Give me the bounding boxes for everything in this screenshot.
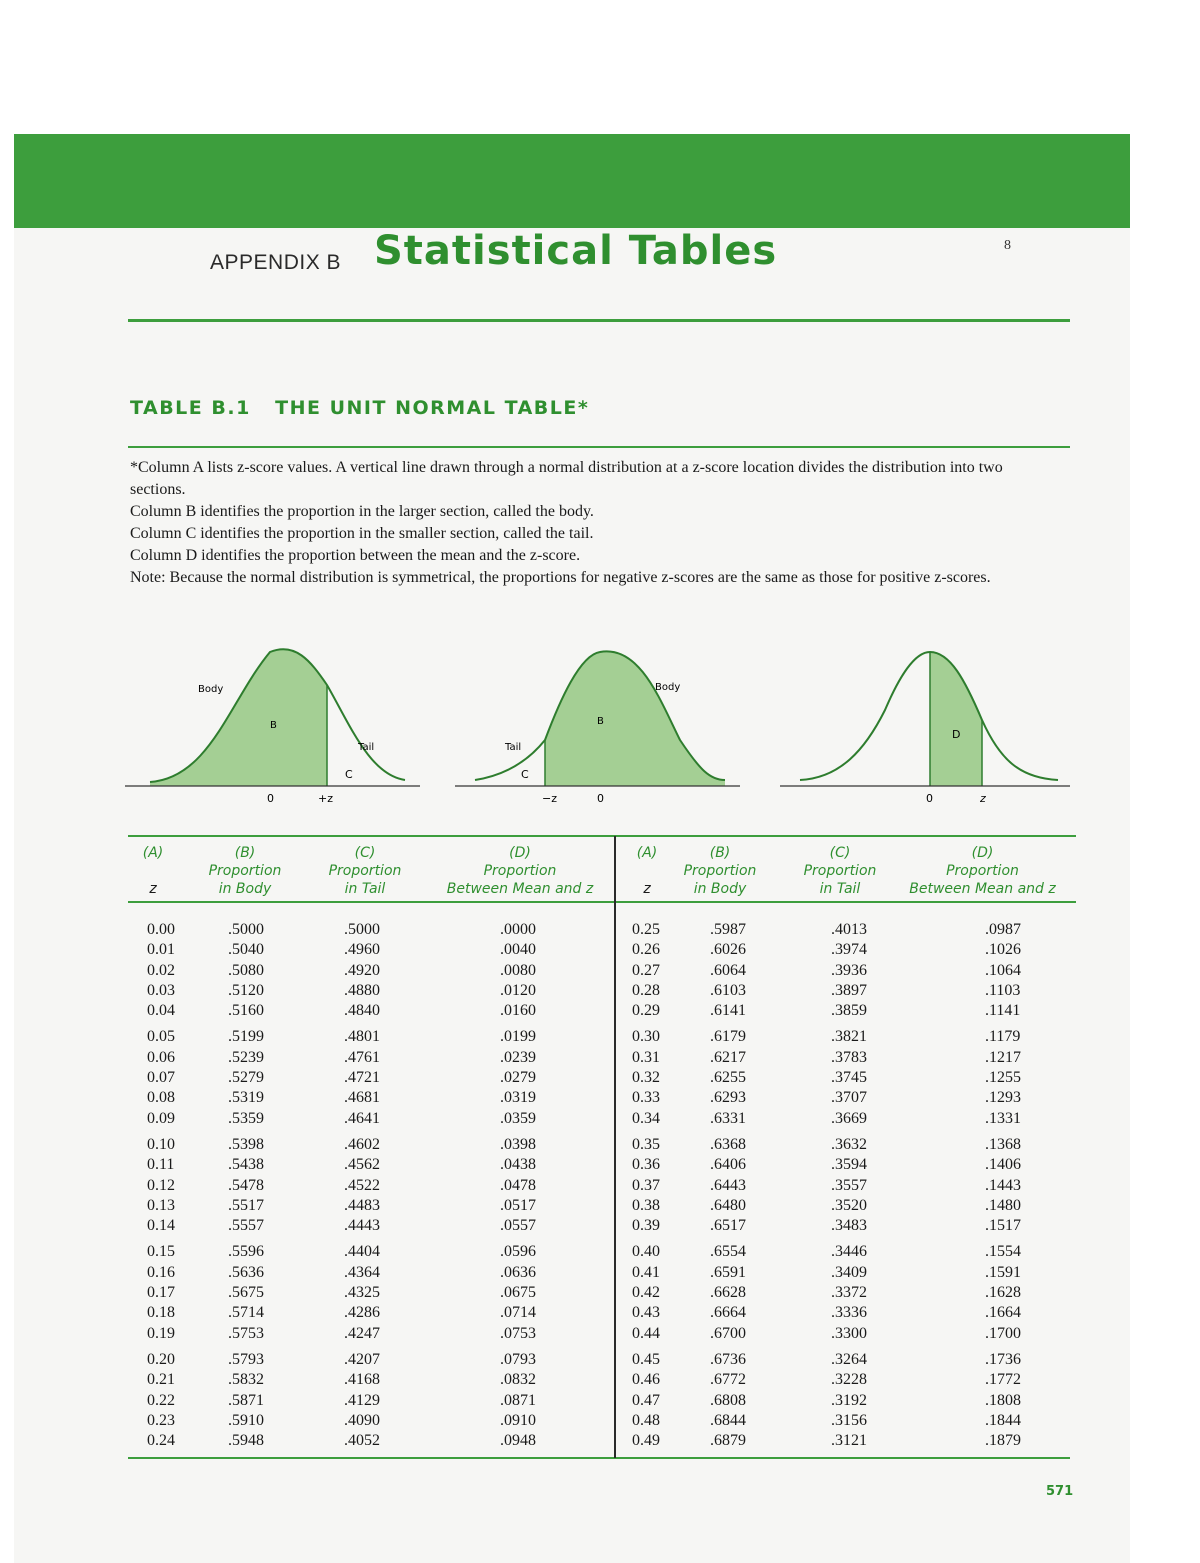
- cell-mean-to-z: .0557: [500, 1217, 536, 1235]
- cell-z-score: 0.00: [147, 921, 175, 938]
- cell-mean-to-z: .0398: [500, 1135, 536, 1153]
- cell-tail: .4483: [344, 1196, 380, 1214]
- cell-body: .5279: [228, 1069, 264, 1087]
- header-d-line2-right: Between Mean and z: [909, 881, 1056, 897]
- cell-mean-to-z: .1808: [985, 1391, 1021, 1409]
- header-a-letter: (A): [142, 845, 164, 861]
- left-z-column: [147, 920, 175, 1451]
- cell-z-score: 0.38: [632, 1196, 660, 1214]
- cell-mean-to-z: .0279: [500, 1069, 536, 1087]
- cell-tail: .3783: [831, 1048, 867, 1066]
- cell-mean-to-z: .0478: [500, 1176, 536, 1194]
- cell-tail: .3156: [831, 1411, 867, 1429]
- cell-mean-to-z: .0793: [500, 1350, 536, 1368]
- cell-tail: .3557: [831, 1176, 867, 1194]
- cell-mean-to-z: .0948: [500, 1432, 536, 1450]
- header-right-b: [670, 844, 770, 898]
- cell-body: .5359: [228, 1109, 264, 1127]
- cell-mean-to-z: .1141: [985, 1002, 1021, 1020]
- cell-body: .6064: [710, 961, 746, 979]
- cell-tail: .3192: [831, 1391, 867, 1409]
- header-b-letter-right: (B): [709, 845, 731, 861]
- header-b-line1: Proportion: [208, 863, 282, 879]
- cell-mean-to-z: .0239: [500, 1048, 536, 1066]
- header-c-line2: in Tail: [344, 881, 386, 897]
- column-header-top-rule: [128, 835, 1076, 837]
- cell-tail: .3632: [831, 1135, 867, 1153]
- cell-tail: .4840: [344, 1002, 380, 1020]
- cell-z-score: 0.33: [632, 1089, 660, 1107]
- cell-mean-to-z: .1554: [985, 1243, 1021, 1261]
- cell-mean-to-z: .0199: [500, 1028, 536, 1046]
- cell-z-score: 0.12: [147, 1176, 175, 1194]
- cell-mean-to-z: .1026: [985, 941, 1021, 959]
- curve1-tail-label: Tail: [358, 742, 375, 753]
- curve2-b-label: B: [597, 716, 604, 727]
- cell-z-score: 0.11: [147, 1156, 175, 1174]
- curve1-body-label: Body: [198, 684, 224, 695]
- cell-z-score: 0.15: [147, 1243, 175, 1261]
- cell-body: .5080: [228, 961, 264, 979]
- header-a-label: z: [149, 881, 157, 897]
- cell-z-score: 0.41: [632, 1263, 660, 1281]
- cell-z-score: 0.40: [632, 1243, 660, 1261]
- cell-tail: .3446: [831, 1243, 867, 1261]
- cell-z-score: 0.45: [632, 1350, 660, 1368]
- cell-mean-to-z: .0753: [500, 1324, 536, 1342]
- cell-mean-to-z: .1255: [985, 1069, 1021, 1087]
- header-b-line2: in Body: [218, 881, 272, 897]
- curve3-line: [800, 652, 1058, 780]
- header-band: [14, 134, 1130, 228]
- left-tail-column: [344, 920, 380, 1451]
- header-c-line1-right: Proportion: [803, 863, 877, 879]
- cell-mean-to-z: .1517: [985, 1217, 1021, 1235]
- cell-mean-to-z: .0000: [500, 921, 536, 938]
- cell-tail: .4960: [344, 941, 380, 959]
- cell-body: .5753: [228, 1324, 264, 1342]
- curve3-d-area: [930, 652, 982, 786]
- cell-z-score: 0.02: [147, 961, 175, 979]
- cell-tail: .4761: [344, 1048, 380, 1066]
- cell-tail: .4602: [344, 1135, 380, 1153]
- curve-body-tail-negative: [455, 651, 740, 805]
- cell-tail: .4920: [344, 961, 380, 979]
- curve1-c-label: C: [345, 768, 353, 781]
- cell-body: .6293: [710, 1089, 746, 1107]
- cell-tail: .4522: [344, 1176, 380, 1194]
- curve2-tail-label: Tail: [505, 742, 522, 753]
- table-bottom-rule: [128, 1457, 1070, 1459]
- header-left-c: [315, 844, 415, 898]
- cell-body: .6808: [710, 1391, 746, 1409]
- table-title-rule: [128, 446, 1070, 448]
- header-c-line2-right: in Tail: [819, 881, 861, 897]
- cell-body: .5517: [228, 1196, 264, 1214]
- cell-z-score: 0.47: [632, 1391, 660, 1409]
- cell-body: .6554: [710, 1243, 746, 1261]
- left-mean-column: [500, 920, 536, 1451]
- cell-mean-to-z: .1664: [985, 1304, 1021, 1322]
- right-tail-column: [831, 920, 867, 1451]
- cell-mean-to-z: .1443: [985, 1176, 1021, 1194]
- cell-tail: .3821: [831, 1028, 867, 1046]
- header-d-line2: Between Mean and z: [446, 881, 594, 897]
- cell-z-score: 0.08: [147, 1089, 175, 1107]
- header-c-letter: (C): [354, 845, 376, 861]
- corner-mark: 8: [1004, 238, 1011, 253]
- cell-body: .5120: [228, 981, 264, 999]
- header-c-letter-right: (C): [829, 845, 851, 861]
- curve1-zero-label: 0: [267, 792, 274, 805]
- cell-body: .6664: [710, 1304, 746, 1322]
- curve3-z-label: z: [980, 792, 986, 805]
- cell-mean-to-z: .1368: [985, 1135, 1021, 1153]
- cell-mean-to-z: .0596: [500, 1243, 536, 1261]
- cell-tail: .3897: [831, 981, 867, 999]
- note-line-2: Column B identifies the proportion in the larger section, called the body.: [130, 503, 594, 520]
- header-d-line1: Proportion: [483, 863, 557, 879]
- cell-body: .5199: [228, 1028, 264, 1046]
- cell-mean-to-z: .0319: [500, 1089, 536, 1107]
- cell-tail: .3121: [831, 1432, 867, 1450]
- cell-z-score: 0.19: [147, 1324, 175, 1342]
- cell-z-score: 0.27: [632, 961, 660, 979]
- header-a-letter-right: (A): [636, 845, 658, 861]
- cell-body: .6517: [710, 1217, 746, 1235]
- header-right-a: [622, 844, 672, 898]
- cell-tail: .3936: [831, 961, 867, 979]
- cell-mean-to-z: .1591: [985, 1263, 1021, 1281]
- cell-mean-to-z: .1217: [985, 1048, 1021, 1066]
- cell-tail: .5000: [344, 921, 380, 938]
- cell-z-score: 0.03: [147, 981, 175, 999]
- cell-z-score: 0.18: [147, 1304, 175, 1322]
- header-c-line1: Proportion: [328, 863, 402, 879]
- cell-body: .5438: [228, 1156, 264, 1174]
- cell-z-score: 0.09: [147, 1109, 175, 1127]
- header-b-line2-right: in Body: [693, 881, 747, 897]
- cell-tail: .4207: [344, 1350, 380, 1368]
- cell-tail: .4681: [344, 1089, 380, 1107]
- cell-tail: .3409: [831, 1263, 867, 1281]
- cell-body: .5596: [228, 1243, 264, 1261]
- cell-z-score: 0.20: [147, 1350, 175, 1368]
- cell-body: .6179: [710, 1028, 746, 1046]
- cell-mean-to-z: .1293: [985, 1089, 1021, 1107]
- curve1-z-label: +z: [318, 792, 333, 805]
- header-d-letter-right: (D): [971, 845, 994, 861]
- cell-mean-to-z: .0040: [500, 941, 536, 959]
- cell-tail: .4562: [344, 1156, 380, 1174]
- cell-z-score: 0.29: [632, 1002, 660, 1020]
- cell-body: .6700: [710, 1324, 746, 1342]
- cell-tail: .3336: [831, 1304, 867, 1322]
- cell-body: .6480: [710, 1196, 746, 1214]
- cell-z-score: 0.48: [632, 1411, 660, 1429]
- cell-body: .5000: [228, 921, 264, 938]
- cell-mean-to-z: .1736: [985, 1350, 1021, 1368]
- cell-mean-to-z: .1064: [985, 961, 1021, 979]
- cell-tail: .4404: [344, 1243, 380, 1261]
- cell-z-score: 0.07: [147, 1069, 175, 1087]
- cell-body: .5478: [228, 1176, 264, 1194]
- cell-body: .6628: [710, 1284, 746, 1302]
- cell-mean-to-z: .0160: [500, 1002, 536, 1020]
- cell-body: .6103: [710, 981, 746, 999]
- table-notes: [130, 457, 1040, 589]
- curve2-body-label: Body: [655, 682, 681, 693]
- note-line-5: Note: Because the normal distribution is symmetrical, the proportions for negative z-scores are the same as those for positive z-scores.: [130, 569, 991, 586]
- cell-mean-to-z: .1844: [985, 1411, 1021, 1429]
- note-line-1: *Column A lists z-score values. A vertical line drawn through a normal distribution at a z-score location divides the distribution into two sections.: [130, 459, 1003, 498]
- cell-z-score: 0.05: [147, 1028, 175, 1046]
- header-right-d: [895, 844, 1070, 898]
- table-center-divider: [614, 836, 616, 1458]
- cell-tail: .4052: [344, 1432, 380, 1450]
- appendix-label: APPENDIX B: [210, 251, 342, 274]
- cell-body: .6331: [710, 1109, 746, 1127]
- cell-tail: .4168: [344, 1371, 380, 1389]
- cell-tail: .4286: [344, 1304, 380, 1322]
- cell-z-score: 0.16: [147, 1263, 175, 1281]
- curve3-zero-label: 0: [926, 792, 933, 805]
- cell-mean-to-z: .0675: [500, 1284, 536, 1302]
- cell-tail: .3669: [831, 1109, 867, 1127]
- cell-tail: .4090: [344, 1411, 380, 1429]
- cell-body: .5040: [228, 941, 264, 959]
- cell-body: .6026: [710, 941, 746, 959]
- header-b-line1-right: Proportion: [683, 863, 757, 879]
- cell-tail: .3264: [831, 1350, 867, 1368]
- note-line-4: Column D identifies the proportion between the mean and the z-score.: [130, 547, 581, 564]
- cell-z-score: 0.13: [147, 1196, 175, 1214]
- cell-mean-to-z: .0517: [500, 1196, 536, 1214]
- curve1-body-area: [150, 649, 327, 786]
- page-title: Statistical Tables: [374, 228, 778, 274]
- curve3-d-label: D: [952, 728, 961, 741]
- cell-z-score: 0.26: [632, 941, 660, 959]
- cell-z-score: 0.39: [632, 1217, 660, 1235]
- cell-tail: .4880: [344, 981, 380, 999]
- cell-z-score: 0.25: [632, 921, 660, 938]
- cell-z-score: 0.10: [147, 1135, 175, 1153]
- cell-body: .6591: [710, 1263, 746, 1281]
- cell-tail: .3520: [831, 1196, 867, 1214]
- cell-z-score: 0.35: [632, 1135, 660, 1153]
- page-number: 571: [1046, 1484, 1074, 1499]
- cell-z-score: 0.22: [147, 1391, 175, 1409]
- left-body-column: [228, 920, 264, 1451]
- cell-mean-to-z: .0832: [500, 1371, 536, 1389]
- cell-mean-to-z: .1179: [985, 1028, 1021, 1046]
- cell-tail: .4641: [344, 1109, 380, 1127]
- cell-z-score: 0.14: [147, 1217, 175, 1235]
- header-left-d: [430, 844, 610, 898]
- cell-mean-to-z: .1480: [985, 1196, 1021, 1214]
- cell-body: .5832: [228, 1371, 264, 1389]
- cell-mean-to-z: .1772: [985, 1371, 1021, 1389]
- cell-z-score: 0.34: [632, 1109, 660, 1127]
- cell-body: .5636: [228, 1263, 264, 1281]
- cell-tail: .3745: [831, 1069, 867, 1087]
- header-left-b: [195, 844, 295, 898]
- table-title: TABLE B.1 THE UNIT NORMAL TABLE*: [130, 397, 590, 419]
- cell-z-score: 0.43: [632, 1304, 660, 1322]
- cell-body: .6368: [710, 1135, 746, 1153]
- title-rule: [128, 319, 1070, 322]
- column-header-bottom-rule: [128, 901, 1076, 903]
- cell-tail: .4325: [344, 1284, 380, 1302]
- cell-body: .6406: [710, 1156, 746, 1174]
- cell-body: .6736: [710, 1350, 746, 1368]
- cell-tail: .4364: [344, 1263, 380, 1281]
- cell-mean-to-z: .0910: [500, 1411, 536, 1429]
- cell-mean-to-z: .0120: [500, 981, 536, 999]
- cell-tail: .4247: [344, 1324, 380, 1342]
- header-a-label-right: z: [643, 881, 651, 897]
- cell-tail: .3483: [831, 1217, 867, 1235]
- cell-body: .5239: [228, 1048, 264, 1066]
- cell-z-score: 0.42: [632, 1284, 660, 1302]
- cell-mean-to-z: .0987: [985, 921, 1021, 938]
- cell-tail: .4721: [344, 1069, 380, 1087]
- right-mean-column: [985, 920, 1021, 1451]
- cell-mean-to-z: .1700: [985, 1324, 1021, 1342]
- cell-body: .6443: [710, 1176, 746, 1194]
- right-body-column: [710, 920, 746, 1451]
- cell-body: .6844: [710, 1411, 746, 1429]
- cell-body: .5987: [710, 921, 746, 938]
- normal-curves-figure: [120, 640, 1070, 815]
- curve-body-tail-positive: [125, 649, 420, 805]
- cell-mean-to-z: .1331: [985, 1109, 1021, 1127]
- cell-z-score: 0.04: [147, 1002, 175, 1020]
- cell-body: .5910: [228, 1411, 264, 1429]
- cell-z-score: 0.21: [147, 1371, 175, 1389]
- cell-mean-to-z: .0359: [500, 1109, 536, 1127]
- cell-tail: .3707: [831, 1089, 867, 1107]
- cell-z-score: 0.30: [632, 1028, 660, 1046]
- cell-tail: .3594: [831, 1156, 867, 1174]
- cell-tail: .3859: [831, 1002, 867, 1020]
- cell-mean-to-z: .1406: [985, 1156, 1021, 1174]
- header-d-line1-right: Proportion: [946, 863, 1019, 879]
- right-z-column: [632, 920, 660, 1451]
- cell-tail: .3372: [831, 1284, 867, 1302]
- cell-z-score: 0.32: [632, 1069, 660, 1087]
- header-d-letter: (D): [509, 845, 531, 861]
- cell-mean-to-z: .0714: [500, 1304, 536, 1322]
- cell-mean-to-z: .1879: [985, 1432, 1021, 1450]
- cell-tail: .4129: [344, 1391, 380, 1409]
- cell-mean-to-z: .0636: [500, 1263, 536, 1281]
- cell-body: .6141: [710, 1002, 746, 1020]
- cell-tail: .4443: [344, 1217, 380, 1235]
- header-left-a: [128, 844, 178, 898]
- cell-tail: .3228: [831, 1371, 867, 1389]
- cell-z-score: 0.28: [632, 981, 660, 999]
- cell-body: .5160: [228, 1002, 264, 1020]
- cell-tail: .3300: [831, 1324, 867, 1342]
- cell-tail: .3974: [831, 941, 867, 959]
- note-line-3: Column C identifies the proportion in the smaller section, called the tail.: [130, 525, 594, 542]
- curve1-b-label: B: [270, 720, 277, 731]
- cell-z-score: 0.24: [147, 1432, 175, 1450]
- cell-z-score: 0.01: [147, 941, 175, 959]
- header-right-c: [790, 844, 890, 898]
- cell-body: .6879: [710, 1432, 746, 1450]
- cell-body: .5948: [228, 1432, 264, 1450]
- cell-body: .5398: [228, 1135, 264, 1153]
- cell-mean-to-z: .1628: [985, 1284, 1021, 1302]
- curve2-c-label: C: [521, 768, 529, 781]
- cell-z-score: 0.36: [632, 1156, 660, 1174]
- cell-body: .5714: [228, 1304, 264, 1322]
- cell-body: .5793: [228, 1350, 264, 1368]
- cell-z-score: 0.44: [632, 1324, 660, 1342]
- cell-z-score: 0.49: [632, 1432, 660, 1450]
- cell-mean-to-z: .0080: [500, 961, 536, 979]
- cell-z-score: 0.37: [632, 1176, 660, 1194]
- cell-body: .5557: [228, 1217, 264, 1235]
- cell-body: .6772: [710, 1371, 746, 1389]
- cell-z-score: 0.46: [632, 1371, 660, 1389]
- curve-mean-to-z: [780, 652, 1070, 805]
- cell-z-score: 0.17: [147, 1284, 175, 1302]
- cell-body: .6255: [710, 1069, 746, 1087]
- cell-body: .5871: [228, 1391, 264, 1409]
- cell-mean-to-z: .0438: [500, 1156, 536, 1174]
- header-b-letter: (B): [234, 845, 256, 861]
- cell-z-score: 0.31: [632, 1048, 660, 1066]
- cell-tail: .4801: [344, 1028, 380, 1046]
- curve2-z-label: −z: [542, 792, 557, 805]
- cell-tail: .4013: [831, 921, 867, 938]
- cell-z-score: 0.06: [147, 1048, 175, 1066]
- cell-z-score: 0.23: [147, 1411, 175, 1429]
- cell-mean-to-z: .1103: [985, 981, 1021, 999]
- cell-mean-to-z: .0871: [500, 1391, 536, 1409]
- cell-body: .5675: [228, 1284, 264, 1302]
- cell-body: .6217: [710, 1048, 746, 1066]
- curve2-zero-label: 0: [597, 792, 604, 805]
- cell-body: .5319: [228, 1089, 264, 1107]
